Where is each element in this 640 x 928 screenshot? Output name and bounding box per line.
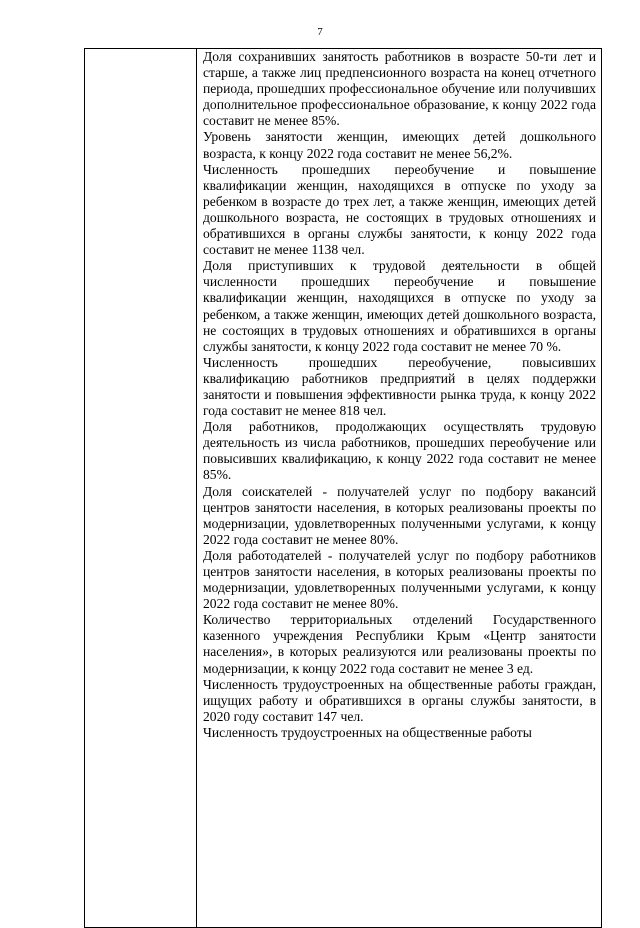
- paragraph: Доля работников, продолжающих осуществлять трудовую деятельность из числа работников, прошедших переобучение или повысивших квалификацию, к концу 2022 года составит не менее 85%.: [203, 419, 596, 483]
- page-number: 7: [317, 26, 323, 38]
- empty-left-cell: [85, 49, 197, 928]
- paragraph: Уровень занятости женщин, имеющих детей дошкольного возраста, к концу 2022 года составит не менее 56,2%.: [203, 129, 596, 161]
- paragraph: Доля сохранивших занятость работников в возрасте 50-ти лет и старше, а также лиц предпенсионного возраста на конец отчетного периода, прошедших профессиональное обучение или получивших дополнительное профессиональное образование, к концу 2022 года составит не менее 85%.: [203, 49, 596, 129]
- paragraph: Численность прошедших переобучение, повысивших квалификацию работников предприятий в целях поддержки занятости и повышения эффективности рынка труда, к концу 2022 года составит не менее 818 чел.: [203, 354, 596, 419]
- paragraph: Доля работодателей - получателей услуг по подбору работников центров занятости населения, в которых реализованы проекты по модернизации, удовлетворенных полученными услугами, к концу 2022 года составит не менее 80%.: [203, 547, 596, 612]
- paragraph: Доля соискателей - получателей услуг по подбору вакансий центров занятости населения, в которых реализованы проекты по модернизации, удовлетворенных полученными услугами, к концу 2022 года составит не менее 80%.: [203, 483, 596, 547]
- document-table: [84, 48, 602, 928]
- indicators-cell: [197, 49, 602, 928]
- paragraph: Численность трудоустроенных на общественные работы: [203, 724, 532, 740]
- paragraph: Количество территориальных отделений Государственного казенного учреждения Республики Крым «Центр занятости населения», в которых реализуются или реализованы проекты по модернизации, к концу 2022 года составит не менее 3 ед.: [203, 612, 596, 676]
- paragraph: Численность прошедших переобучение и повышение квалификации женщин, находящихся в отпуске по уходу за ребенком в возрасте до трех лет, а также женщин, имеющих детей дошкольного возраста, не состоящих в трудовых отношениях и обратившихся в органы службы занятости, к концу 2022 года составит не менее 1138 чел.: [203, 161, 596, 258]
- table-row: [85, 49, 602, 928]
- paragraph: Численность трудоустроенных на общественные работы граждан, ищущих работу и обратившихся в органы службы занятости, в 2020 году составит 147 чел.: [203, 676, 596, 724]
- paragraph: Доля приступивших к трудовой деятельности в общей численности прошедших переобучение и повышение квалификации женщин, находящихся в отпуске по уходу за ребенком, а также женщин, имеющих детей дошкольного возраста, не состоящих в трудовых отношениях и обратившихся в органы службы занятости, к концу 2022 года составит не менее 70 %.: [203, 258, 596, 354]
